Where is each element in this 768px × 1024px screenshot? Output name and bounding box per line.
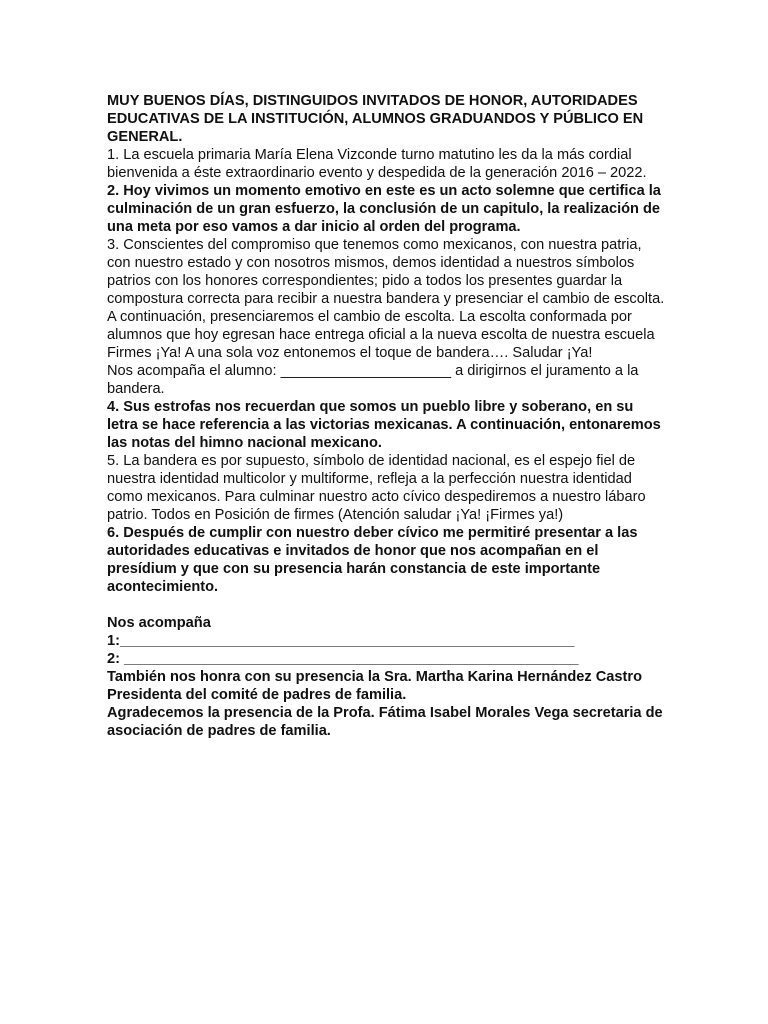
paragraph-1: 1. La escuela primaria María Elena Vizconde turno matutino les da la más cordial bienvenida a éste extraordinario evento y despedida de la generación 2016 – 2022. xyxy=(107,147,647,181)
paragraph-6: 6. Después de cumplir con nuestro deber cívico me permitiré presentar a las autoridades educativas e invitados de honor que nos acompañan en el presídium y que con su presencia harán constancia de este importante acontecimiento. xyxy=(107,525,638,595)
greeting-heading: MUY BUENOS DÍAS, DISTINGUIDOS INVITADOS DE HONOR, AUTORIDADES EDUCATIVAS DE LA INSTITUCIÓN, ALUMNOS GRADUANDOS Y PÚBLICO EN GENERAL. xyxy=(107,93,644,145)
agradecemos-paragraph: Agradecemos la presencia de la Profa. Fátima Isabel Morales Vega secretaria de asociación de padres de familia. xyxy=(107,705,663,739)
honra-paragraph: También nos honra con su presencia la Sra. Martha Karina Hernández Castro Presidenta del comité de padres de familia. xyxy=(107,669,642,703)
acompana-block xyxy=(107,614,667,668)
paragraph-3: 3. Conscientes del compromiso que tenemos como mexicanos, con nuestra patria, con nuestro estado y con nosotros mismos, demos identidad a nuestros símbolos patrios con los honores correspondientes; pido a todos los presentes guardar la compostura correcta para recibir a nuestra bandera y presenciar el cambio de escolta. A continuación, presenciaremos el cambio de escolta. La escolta conformada por alumnos que hoy egresan hace entrega oficial a la nueva escolta de nuestra escuela xyxy=(107,237,665,343)
paragraph-2: 2. Hoy vivimos un momento emotivo en este es un acto solemne que certifica la culminación de un gran esfuerzo, la conclusión de un capitulo, la realización de una meta por eso vamos a dar inicio al orden del programa. xyxy=(107,183,661,235)
acompana-title: Nos acompaña xyxy=(107,615,211,631)
document-page xyxy=(107,92,667,740)
acompana-line-2: 2: ________________________________________________________ xyxy=(107,651,579,667)
firmes-line: Firmes ¡Ya! A una sola voz entonemos el toque de bandera…. Saludar ¡Ya! xyxy=(107,345,593,361)
acompana-line-1: 1:________________________________________________________ xyxy=(107,633,575,649)
paragraph-4: 4. Sus estrofas nos recuerdan que somos un pueblo libre y soberano, en su letra se hace referencia a las victorias mexicanas. A continuación, entonaremos las notas del himno nacional mexicano. xyxy=(107,399,661,451)
alumno-juramento-line: Nos acompaña el alumno: _____________________ a dirigirnos el juramento a la bandera. xyxy=(107,363,639,397)
paragraph-5: 5. La bandera es por supuesto, símbolo de identidad nacional, es el espejo fiel de nuestra identidad multicolor y multiforme, refleja a la perfección nuestra identidad como mexicanos. Para culminar nuestro acto cívico despediremos a nuestro lábaro patrio. Todos en Posición de firmes (Atención saludar ¡Ya! ¡Firmes ya!) xyxy=(107,453,646,523)
